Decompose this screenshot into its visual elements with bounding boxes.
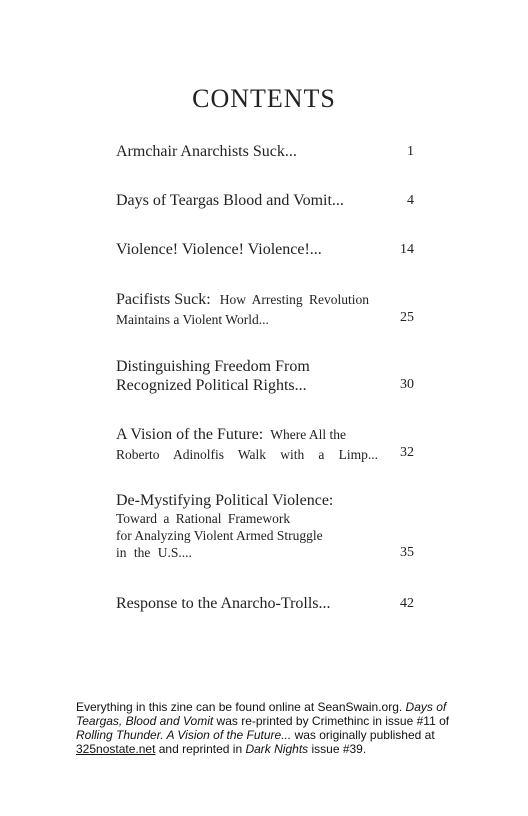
page-number: 25: [400, 310, 414, 325]
page-number: 1: [407, 144, 414, 159]
entry-title: De-Mystifying Political Violence:: [116, 492, 334, 509]
page-title: CONTENTS: [192, 84, 336, 113]
footer-note: Everything in this zine can be found online at SeanSwain.org. Days of Teargas, Blood and Vomit was re-printed by Crimethinc in issue #11 of Rolling Thunder. A Vision of the Future... was originally published at 325nostate.net and reprinted in Dark Nights issue #39.: [76, 700, 450, 756]
toc-entry: [116, 491, 414, 561]
entry-subtitle: Toward a Rational Framework: [116, 511, 291, 526]
toc-entry: [116, 142, 414, 161]
entry-title: Pacifists Suck:: [116, 291, 211, 308]
toc-entry: [116, 240, 414, 259]
entry-subtitle: in the U.S....: [116, 545, 192, 560]
entry-subtitle: Roberto Adinolfis Walk with a Limp...: [116, 447, 378, 462]
page-number: 42: [400, 596, 414, 611]
entry-subtitle: How Arresting Revolution: [219, 292, 370, 307]
entry-title: Distinguishing Freedom From: [116, 358, 310, 375]
page-number: 35: [400, 545, 414, 560]
entry-subtitle: Where All the: [270, 427, 347, 442]
toc-entry: [116, 594, 414, 613]
page-number: 4: [407, 193, 414, 208]
toc-entry: [116, 424, 414, 463]
entry-subtitle: Maintains a Violent World...: [116, 312, 269, 327]
toc-entry: [116, 289, 414, 328]
entry-title: A Vision of the Future:: [116, 426, 264, 443]
entry-title: Response to the Anarcho-Trolls...: [116, 595, 331, 612]
toc-entry: [116, 357, 414, 395]
entry-title: Armchair Anarchists Suck...: [116, 143, 297, 160]
website-link[interactable]: 325nostate.net: [76, 742, 156, 756]
entry-title: Recognized Political Rights...: [116, 377, 307, 394]
entry-title: Days of Teargas Blood and Vomit...: [116, 192, 344, 209]
entry-title: Violence! Violence! Violence!...: [116, 241, 322, 258]
page-number: 32: [400, 445, 414, 460]
entry-subtitle: for Analyzing Violent Armed Struggle: [116, 528, 323, 543]
page-number: 14: [400, 242, 414, 257]
toc-entry: [116, 191, 414, 210]
page-number: 30: [400, 377, 414, 392]
